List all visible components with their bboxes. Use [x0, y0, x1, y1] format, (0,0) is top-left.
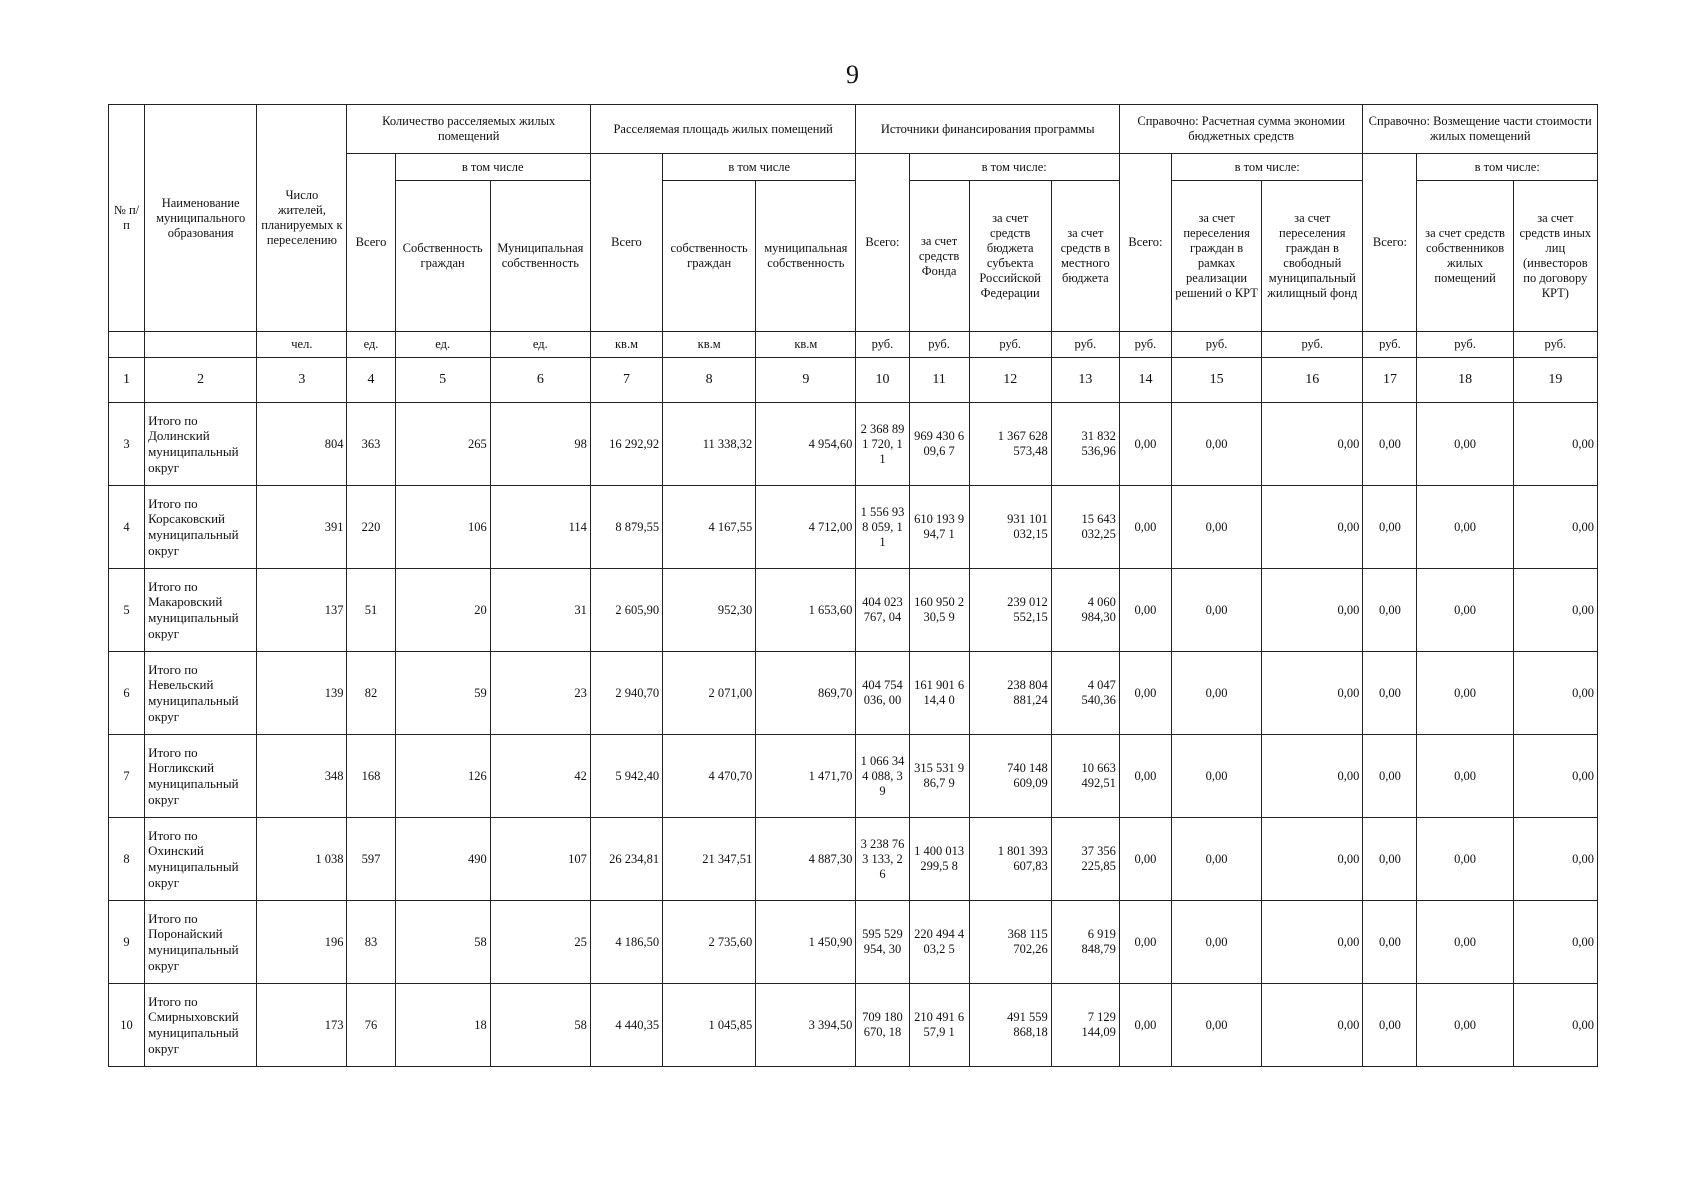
savings-krt: 0,00 — [1172, 984, 1262, 1067]
header-src-fund: за счет средств Фонда — [909, 181, 969, 332]
financing-local: 4 047 540,36 — [1051, 652, 1119, 735]
area-total: 2 940,70 — [590, 652, 662, 735]
area-total: 5 942,40 — [590, 735, 662, 818]
residents-count: 391 — [257, 486, 347, 569]
unit-cell: руб. — [1513, 332, 1597, 358]
column-number-cell: 19 — [1513, 358, 1597, 403]
column-numbers-row — [109, 358, 1598, 403]
financing-region: 238 804 881,24 — [969, 652, 1051, 735]
financing-total: 595 529 954, 30 — [856, 901, 909, 984]
rooms-total: 363 — [347, 403, 395, 486]
area-private: 2 071,00 — [663, 652, 756, 735]
column-number-cell: 12 — [969, 358, 1051, 403]
header-municipality: Наименование муниципального образования — [145, 105, 257, 332]
header-sources-group: Источники финансирования программы — [856, 105, 1119, 154]
financing-local: 15 643 032,25 — [1051, 486, 1119, 569]
area-private: 21 347,51 — [663, 818, 756, 901]
header-area-group: Расселяемая площадь жилых помещений — [590, 105, 856, 154]
unit-cell: ед. — [395, 332, 490, 358]
row-number: 9 — [109, 901, 145, 984]
residents-count: 139 — [257, 652, 347, 735]
rooms-private: 18 — [395, 984, 490, 1067]
savings-krt: 0,00 — [1172, 818, 1262, 901]
savings-total: 0,00 — [1119, 901, 1171, 984]
savings-krt: 0,00 — [1172, 403, 1262, 486]
header-area-total: Всего — [590, 154, 662, 332]
financing-total: 3 238 763 133, 26 — [856, 818, 909, 901]
savings-total: 0,00 — [1119, 818, 1171, 901]
rooms-private: 265 — [395, 403, 490, 486]
column-number-cell: 9 — [756, 358, 856, 403]
financing-fund: 315 531 986,7 9 — [909, 735, 969, 818]
financing-local: 4 060 984,30 — [1051, 569, 1119, 652]
header-src-region: за счет средств бюджета субъекта Российской Федерации — [969, 181, 1051, 332]
compensation-others: 0,00 — [1513, 901, 1597, 984]
units-row — [109, 332, 1598, 358]
unit-cell: руб. — [1172, 332, 1262, 358]
rooms-municipal: 23 — [490, 652, 590, 735]
financing-fund: 210 491 657,9 1 — [909, 984, 969, 1067]
unit-cell: кв.м — [663, 332, 756, 358]
unit-cell: ед. — [490, 332, 590, 358]
header-comp-owners: за счет средств собственников жилых помещений — [1417, 181, 1513, 332]
resettlement-table — [108, 104, 1598, 1067]
header-comp-incl: в том числе: — [1417, 154, 1598, 181]
financing-local: 7 129 144,09 — [1051, 984, 1119, 1067]
header-number: № п/п — [109, 105, 145, 332]
municipality-name: Итого по Корсаковский муниципальный округ — [145, 486, 257, 569]
savings-free-fund: 0,00 — [1262, 984, 1363, 1067]
residents-count: 348 — [257, 735, 347, 818]
column-number-cell: 7 — [590, 358, 662, 403]
area-private: 2 735,60 — [663, 901, 756, 984]
financing-total: 709 180 670, 18 — [856, 984, 909, 1067]
savings-free-fund: 0,00 — [1262, 569, 1363, 652]
column-number-cell: 14 — [1119, 358, 1171, 403]
area-municipal: 1 450,90 — [756, 901, 856, 984]
residents-count: 1 038 — [257, 818, 347, 901]
header-fin-total: Всего: — [856, 154, 909, 332]
rooms-private: 59 — [395, 652, 490, 735]
rooms-total: 220 — [347, 486, 395, 569]
table-row — [109, 735, 1598, 818]
header-row-1 — [109, 105, 1598, 154]
savings-krt: 0,00 — [1172, 652, 1262, 735]
savings-total: 0,00 — [1119, 486, 1171, 569]
area-private: 4 167,55 — [663, 486, 756, 569]
rooms-private: 126 — [395, 735, 490, 818]
savings-free-fund: 0,00 — [1262, 901, 1363, 984]
compensation-total: 0,00 — [1363, 486, 1417, 569]
rooms-municipal: 42 — [490, 735, 590, 818]
unit-cell: руб. — [1119, 332, 1171, 358]
municipality-name: Итого по Смирныховский муниципальный округ — [145, 984, 257, 1067]
financing-region: 1 367 628 573,48 — [969, 403, 1051, 486]
compensation-others: 0,00 — [1513, 486, 1597, 569]
header-comp-total: Всего: — [1363, 154, 1417, 332]
area-private: 4 470,70 — [663, 735, 756, 818]
savings-free-fund: 0,00 — [1262, 486, 1363, 569]
table-row — [109, 901, 1598, 984]
unit-cell: руб. — [1417, 332, 1513, 358]
savings-free-fund: 0,00 — [1262, 403, 1363, 486]
financing-local: 37 356 225,85 — [1051, 818, 1119, 901]
row-number: 10 — [109, 984, 145, 1067]
column-number-cell: 4 — [347, 358, 395, 403]
table-row — [109, 403, 1598, 486]
financing-total: 404 754 036, 00 — [856, 652, 909, 735]
header-comp-others: за счет средств иных лиц (инвесторов по договору КРТ) — [1513, 181, 1597, 332]
residents-count: 804 — [257, 403, 347, 486]
header-residents: Число жителей, планируемых к переселению — [257, 105, 347, 332]
area-municipal: 3 394,50 — [756, 984, 856, 1067]
row-number: 4 — [109, 486, 145, 569]
residents-count: 137 — [257, 569, 347, 652]
header-sav-krt: за счет переселения граждан в рамках реализации решений о КРТ — [1172, 181, 1262, 332]
unit-cell: руб. — [969, 332, 1051, 358]
compensation-owners: 0,00 — [1417, 818, 1513, 901]
row-number: 7 — [109, 735, 145, 818]
header-rooms-municipal: Муниципальная собственность — [490, 181, 590, 332]
row-number: 8 — [109, 818, 145, 901]
rooms-total: 76 — [347, 984, 395, 1067]
rooms-municipal: 107 — [490, 818, 590, 901]
rooms-private: 106 — [395, 486, 490, 569]
rooms-total: 51 — [347, 569, 395, 652]
column-number-cell: 6 — [490, 358, 590, 403]
municipality-name: Итого по Невельский муниципальный округ — [145, 652, 257, 735]
compensation-others: 0,00 — [1513, 652, 1597, 735]
column-number-cell: 13 — [1051, 358, 1119, 403]
compensation-owners: 0,00 — [1417, 486, 1513, 569]
compensation-others: 0,00 — [1513, 984, 1597, 1067]
savings-free-fund: 0,00 — [1262, 818, 1363, 901]
area-municipal: 4 712,00 — [756, 486, 856, 569]
unit-cell: кв.м — [756, 332, 856, 358]
compensation-others: 0,00 — [1513, 735, 1597, 818]
financing-total: 404 023 767, 04 — [856, 569, 909, 652]
header-area-municipal: муниципальная собственность — [756, 181, 856, 332]
unit-cell: руб. — [1363, 332, 1417, 358]
financing-fund: 160 950 230,5 9 — [909, 569, 969, 652]
area-private: 952,30 — [663, 569, 756, 652]
financing-fund: 610 193 994,7 1 — [909, 486, 969, 569]
unit-cell: чел. — [257, 332, 347, 358]
financing-local: 6 919 848,79 — [1051, 901, 1119, 984]
header-rooms-incl: в том числе — [395, 154, 590, 181]
area-total: 26 234,81 — [590, 818, 662, 901]
rooms-municipal: 98 — [490, 403, 590, 486]
area-total: 4 440,35 — [590, 984, 662, 1067]
rooms-municipal: 25 — [490, 901, 590, 984]
compensation-owners: 0,00 — [1417, 735, 1513, 818]
area-municipal: 1 653,60 — [756, 569, 856, 652]
savings-total: 0,00 — [1119, 569, 1171, 652]
compensation-owners: 0,00 — [1417, 652, 1513, 735]
financing-fund: 1 400 013 299,5 8 — [909, 818, 969, 901]
table-row — [109, 569, 1598, 652]
rooms-private: 490 — [395, 818, 490, 901]
compensation-total: 0,00 — [1363, 569, 1417, 652]
compensation-total: 0,00 — [1363, 652, 1417, 735]
table-row — [109, 818, 1598, 901]
table-row — [109, 984, 1598, 1067]
header-sav-free: за счет переселения граждан в свободный муниципальный жилищный фонд — [1262, 181, 1363, 332]
column-number-cell: 3 — [257, 358, 347, 403]
area-private: 11 338,32 — [663, 403, 756, 486]
compensation-others: 0,00 — [1513, 403, 1597, 486]
savings-krt: 0,00 — [1172, 901, 1262, 984]
header-sav-incl: в том числе: — [1172, 154, 1363, 181]
header-area-private: собственность граждан — [663, 181, 756, 332]
compensation-others: 0,00 — [1513, 818, 1597, 901]
table-row — [109, 486, 1598, 569]
row-number: 5 — [109, 569, 145, 652]
financing-region: 239 012 552,15 — [969, 569, 1051, 652]
financing-region: 1 801 393 607,83 — [969, 818, 1051, 901]
area-total: 8 879,55 — [590, 486, 662, 569]
savings-total: 0,00 — [1119, 652, 1171, 735]
rooms-municipal: 114 — [490, 486, 590, 569]
column-number-cell: 15 — [1172, 358, 1262, 403]
rooms-private: 58 — [395, 901, 490, 984]
header-rooms-group: Количество расселяемых жилых помещений — [347, 105, 590, 154]
unit-cell — [109, 332, 145, 358]
unit-cell: руб. — [1262, 332, 1363, 358]
compensation-total: 0,00 — [1363, 901, 1417, 984]
rooms-total: 597 — [347, 818, 395, 901]
header-rooms-private: Собственность граждан — [395, 181, 490, 332]
financing-region: 368 115 702,26 — [969, 901, 1051, 984]
column-number-cell: 17 — [1363, 358, 1417, 403]
column-number-cell: 2 — [145, 358, 257, 403]
financing-fund: 969 430 609,6 7 — [909, 403, 969, 486]
header-compensation-group: Справочно: Возмещение части стоимости жилых помещений — [1363, 105, 1598, 154]
savings-free-fund: 0,00 — [1262, 652, 1363, 735]
compensation-owners: 0,00 — [1417, 984, 1513, 1067]
header-src-local: за счет средств в местного бюджета — [1051, 181, 1119, 332]
savings-free-fund: 0,00 — [1262, 735, 1363, 818]
area-private: 1 045,85 — [663, 984, 756, 1067]
residents-count: 173 — [257, 984, 347, 1067]
financing-total: 1 066 344 088, 39 — [856, 735, 909, 818]
column-number-cell: 8 — [663, 358, 756, 403]
page-number: 9 — [846, 60, 859, 89]
municipality-name: Итого по Ногликский муниципальный округ — [145, 735, 257, 818]
financing-region: 491 559 868,18 — [969, 984, 1051, 1067]
compensation-total: 0,00 — [1363, 984, 1417, 1067]
column-number-cell: 1 — [109, 358, 145, 403]
column-number-cell: 5 — [395, 358, 490, 403]
municipality-name: Итого по Поронайский муниципальный округ — [145, 901, 257, 984]
savings-total: 0,00 — [1119, 735, 1171, 818]
financing-fund: 220 494 403,2 5 — [909, 901, 969, 984]
column-number-cell: 10 — [856, 358, 909, 403]
compensation-others: 0,00 — [1513, 569, 1597, 652]
area-municipal: 4 954,60 — [756, 403, 856, 486]
residents-count: 196 — [257, 901, 347, 984]
rooms-municipal: 58 — [490, 984, 590, 1067]
header-fin-incl: в том числе: — [909, 154, 1119, 181]
rooms-total: 168 — [347, 735, 395, 818]
table-body — [109, 403, 1598, 1067]
header-sav-total: Всего: — [1119, 154, 1171, 332]
unit-cell: руб. — [856, 332, 909, 358]
rooms-private: 20 — [395, 569, 490, 652]
compensation-owners: 0,00 — [1417, 403, 1513, 486]
header-area-incl: в том числе — [663, 154, 856, 181]
unit-cell: руб. — [909, 332, 969, 358]
savings-krt: 0,00 — [1172, 569, 1262, 652]
area-municipal: 869,70 — [756, 652, 856, 735]
area-total: 4 186,50 — [590, 901, 662, 984]
compensation-total: 0,00 — [1363, 818, 1417, 901]
financing-total: 1 556 938 059, 11 — [856, 486, 909, 569]
municipality-name: Итого по Макаровский муниципальный округ — [145, 569, 257, 652]
savings-total: 0,00 — [1119, 403, 1171, 486]
financing-total: 2 368 891 720, 11 — [856, 403, 909, 486]
savings-krt: 0,00 — [1172, 735, 1262, 818]
compensation-total: 0,00 — [1363, 735, 1417, 818]
compensation-owners: 0,00 — [1417, 901, 1513, 984]
savings-total: 0,00 — [1119, 984, 1171, 1067]
header-rooms-total: Всего — [347, 154, 395, 332]
financing-region: 740 148 609,09 — [969, 735, 1051, 818]
unit-cell: руб. — [1051, 332, 1119, 358]
unit-cell: кв.м — [590, 332, 662, 358]
rooms-total: 82 — [347, 652, 395, 735]
row-number: 6 — [109, 652, 145, 735]
compensation-total: 0,00 — [1363, 403, 1417, 486]
area-municipal: 1 471,70 — [756, 735, 856, 818]
municipality-name: Итого по Долинский муниципальный округ — [145, 403, 257, 486]
table-row — [109, 652, 1598, 735]
financing-region: 931 101 032,15 — [969, 486, 1051, 569]
savings-krt: 0,00 — [1172, 486, 1262, 569]
financing-local: 31 832 536,96 — [1051, 403, 1119, 486]
area-total: 16 292,92 — [590, 403, 662, 486]
column-number-cell: 18 — [1417, 358, 1513, 403]
financing-local: 10 663 492,51 — [1051, 735, 1119, 818]
header-savings-group: Справочно: Расчетная сумма экономии бюджетных средств — [1119, 105, 1362, 154]
compensation-owners: 0,00 — [1417, 569, 1513, 652]
area-municipal: 4 887,30 — [756, 818, 856, 901]
column-number-cell: 11 — [909, 358, 969, 403]
rooms-municipal: 31 — [490, 569, 590, 652]
column-number-cell: 16 — [1262, 358, 1363, 403]
municipality-name: Итого по Охинский муниципальный округ — [145, 818, 257, 901]
row-number: 3 — [109, 403, 145, 486]
rooms-total: 83 — [347, 901, 395, 984]
area-total: 2 605,90 — [590, 569, 662, 652]
unit-cell — [145, 332, 257, 358]
unit-cell: ед. — [347, 332, 395, 358]
financing-fund: 161 901 614,4 0 — [909, 652, 969, 735]
